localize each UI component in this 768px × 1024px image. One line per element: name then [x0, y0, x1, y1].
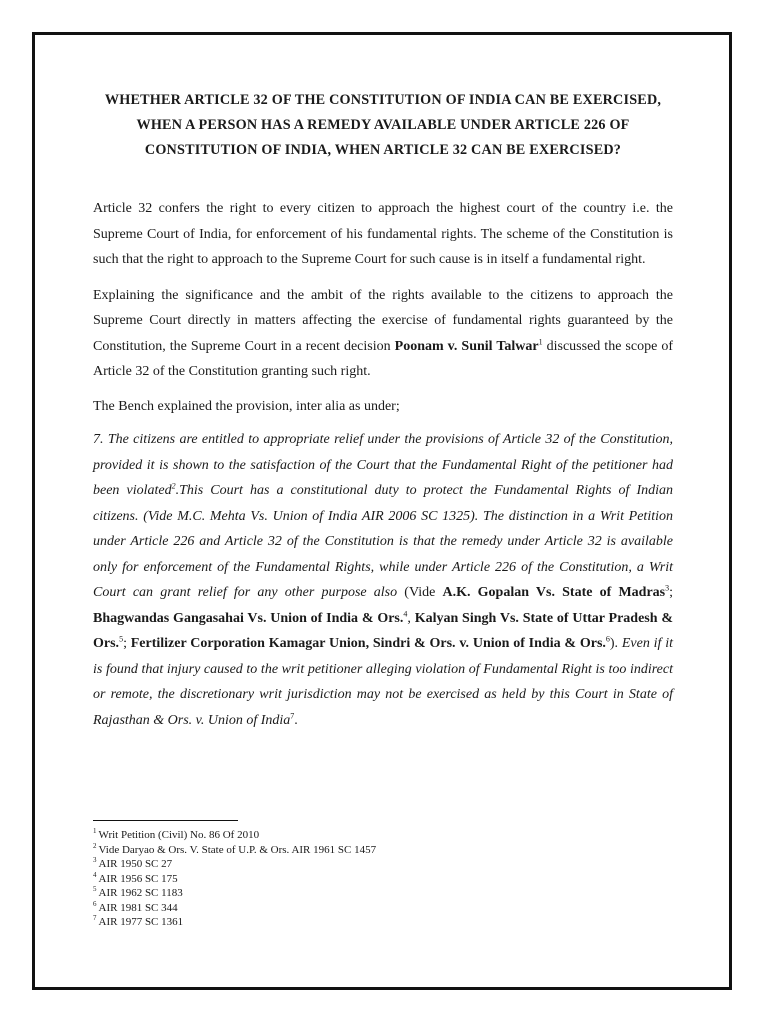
footnote-7 [93, 915, 673, 930]
case-bhagwandas: Bhagwandas Gangasahai Vs. Union of India & Ors. [93, 610, 404, 626]
paragraph-significance-text: Explaining the significance and the ambit of the rights available to the citizens to approach the Supreme Court directly in matters affecting the exercise of fundamental rights guaranteed by the Constitution, the Supreme Court in a recent decision [93, 287, 673, 354]
case-fertilizer-corporation: Fertilizer Corporation Kamagar Union, Sindri & Ors. v. Union of India & Ors. [130, 636, 606, 651]
footnote-text: Vide Daryao & Ors. V. State of U.P. & Ors. AIR 1961 SC 1457 [98, 843, 377, 856]
footnote-3 [93, 857, 673, 872]
footnote-text: AIR 1956 SC 175 [98, 872, 178, 885]
footnote-text: AIR 1981 SC 344 [98, 901, 178, 914]
quote-part-2: .This Court has a constitutional duty to protect the Fundamental Rights of Indian citizens. (Vide M.C. Mehta Vs. Union of India AIR 2006 SC 1325). The distinction in a Writ Petition under Article 226 and Article 32 of the Constitution is that the remedy under Article 32 is available only for enforcement of the Fundamental Rights, while under Article 226 of the Constitution, a Writ Court can grant relief for any other purpose also [93, 483, 673, 600]
paragraph-significance [93, 283, 673, 385]
footnote-ref-4[interactable]: 4 [403, 608, 408, 618]
footnote-ref-3[interactable]: 3 [665, 583, 670, 593]
footnote-text: AIR 1977 SC 1361 [98, 916, 184, 928]
quote-end: . [294, 712, 298, 728]
quote-part-1: 7. The citizens are entitled to appropriate relief under the provisions of Article 32 of the Constitution, provided it is shown to the satisfaction of the Court that the Fundamental Right of the petitioner had been violated [93, 432, 673, 498]
paragraph-article-32: Article 32 confers the right to every citizen to approach the highest court of the country i.e. the Supreme Court of India, for enforcement of his fundamental rights. The scheme of the Constitution is such that the right to approach to the Supreme Court for such cause is in itself a fundamental right. [93, 201, 673, 267]
footnote-4 [93, 872, 673, 887]
case-gopalan: A.K. Gopalan Vs. State of Madras [442, 585, 666, 600]
footnote-number: 4 [93, 870, 97, 879]
quote-close: ). [609, 636, 619, 651]
paragraph-bench: The Bench explained the provision, inter alia as under; [93, 398, 400, 414]
footnote-1 [93, 828, 673, 843]
footnote-text: AIR 1962 SC 1183 [98, 887, 183, 899]
footnote-number: 6 [93, 899, 97, 908]
footnote-ref-5[interactable]: 5 [119, 634, 124, 644]
footnote-number: 1 [93, 827, 97, 836]
footnote-text: AIR 1950 SC 27 [98, 858, 173, 870]
footnote-number: 7 [93, 914, 97, 923]
quote-sep-2: , [407, 610, 411, 626]
footnote-ref-1[interactable]: 1 [538, 336, 543, 346]
footnote-ref-7[interactable]: 7 [290, 710, 295, 720]
footnotes [93, 828, 673, 930]
quote-part-3: Even if it is found that injury caused to the writ petitioner alleging violation of Fundamental Right is too indirect or remote, the discretionary writ jurisdiction may not be exercised as held by this Court in State of Rajasthan & Ors. v. Union of India [93, 636, 673, 728]
footnote-number: 5 [93, 885, 97, 894]
footnote-text: Writ Petition (Civil) No. 86 Of 2010 [98, 829, 260, 841]
footnote-ref-2[interactable]: 2 [171, 481, 176, 491]
quoted-judgment [93, 427, 673, 733]
footnote-number: 3 [93, 856, 97, 865]
footnote-5 [93, 886, 673, 901]
paragraph-significance-tail: discussed the scope of Article 32 of the Constitution granting such right. [93, 338, 673, 379]
quote-sep-3: ; [123, 636, 127, 651]
quote-sep-1: ; [669, 585, 674, 600]
document-body [93, 88, 673, 733]
case-kalyan-singh: Kalyan Singh Vs. State of Uttar Pradesh & Ors. [93, 610, 674, 651]
case-poonam-v-sunil-talwar: Poonam v. Sunil Talwar [394, 338, 539, 354]
footnote-ref-6[interactable]: 6 [605, 634, 610, 644]
footnote-separator [93, 820, 238, 821]
footnote-number: 2 [93, 841, 97, 850]
footnote-6 [93, 901, 673, 916]
quote-vide-open: (Vide [404, 585, 436, 600]
footnote-2 [93, 843, 673, 858]
document-title: WHETHER ARTICLE 32 OF THE CONSTITUTION OF INDIA CAN BE EXERCISED, WHEN A PERSON HAS A REMEDY AVAILABLE UNDER ARTICLE 226 OF CONSTITUTION OF INDIA, WHEN ARTICLE 32 CAN BE EXERCISED? [104, 92, 662, 158]
